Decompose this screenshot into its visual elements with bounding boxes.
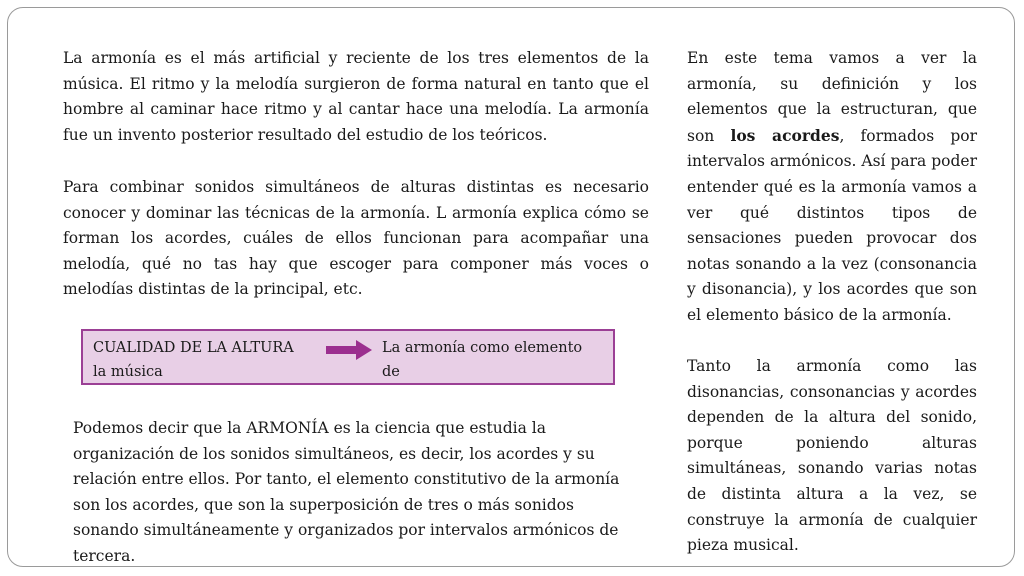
concept-box-right-label-cont: la música [93, 364, 163, 380]
intro-paragraph: La armonía es el más artificial y reciente de los tres elementos de la música. El ritmo y la melodía surgieron de forma natural en tanto que el hombre al caminar hace ritmo y al cantar hace una melodía. La armonía fue un invento posterior resultado del estudio de los teóricos. [63, 49, 649, 144]
topic-intro-text-a: En este tema vamos a ver la armonía, su definición y los elementos que la estructuran, que son [687, 49, 977, 145]
right-arrow-icon [326, 340, 372, 360]
definition-paragraph: Podemos decir que la ARMONÍA es la ciencia que estudia la organización de los sonidos simultáneos, es decir, los acordes y su relación entre ellos. Por tanto, el elemento constitutivo de la armonía son los acordes, que son la superposición de tres o más sonidos sonando simultáneamente y organizados por intervalos armónicos de tercera. [73, 419, 620, 565]
concept-box-right-label: La armonía como elemento de [382, 340, 583, 380]
harmony-technique-paragraph: Para combinar sonidos simultáneos de alturas distintas es necesario conocer y dominar las técnicas de la armonía. L armonía explica cómo se forman los acordes, cuáles de ellos funcionan para acompañar una melodía, qué no tas hay que escoger para componer más voces o melodías distintas de la principal, etc. [63, 178, 649, 299]
topic-intro-text-b: , formados por intervalos armónicos. Así para poder entender qué es la armonía vamos a ver qué distintos tipos de sensaciones pueden provocar dos notas sonando a la vez (consonancia y disonancia), y los acordes que son el elemento básico de la armonía. [687, 126, 977, 324]
chords-bold-term: los acordes [730, 125, 840, 145]
concept-box [81, 329, 615, 385]
topic-intro-paragraph [687, 46, 977, 329]
concept-box-left-label: CUALIDAD DE LA ALTURA [93, 340, 294, 356]
pitch-dependence-paragraph: Tanto la armonía como las disonancias, consonancias y acordes dependen de la altura del sonido, porque poniendo alturas simultáneas, sonando varias notas de distinta altura a la vez, se construye la armonía de cualquier pieza musical. [687, 357, 977, 555]
